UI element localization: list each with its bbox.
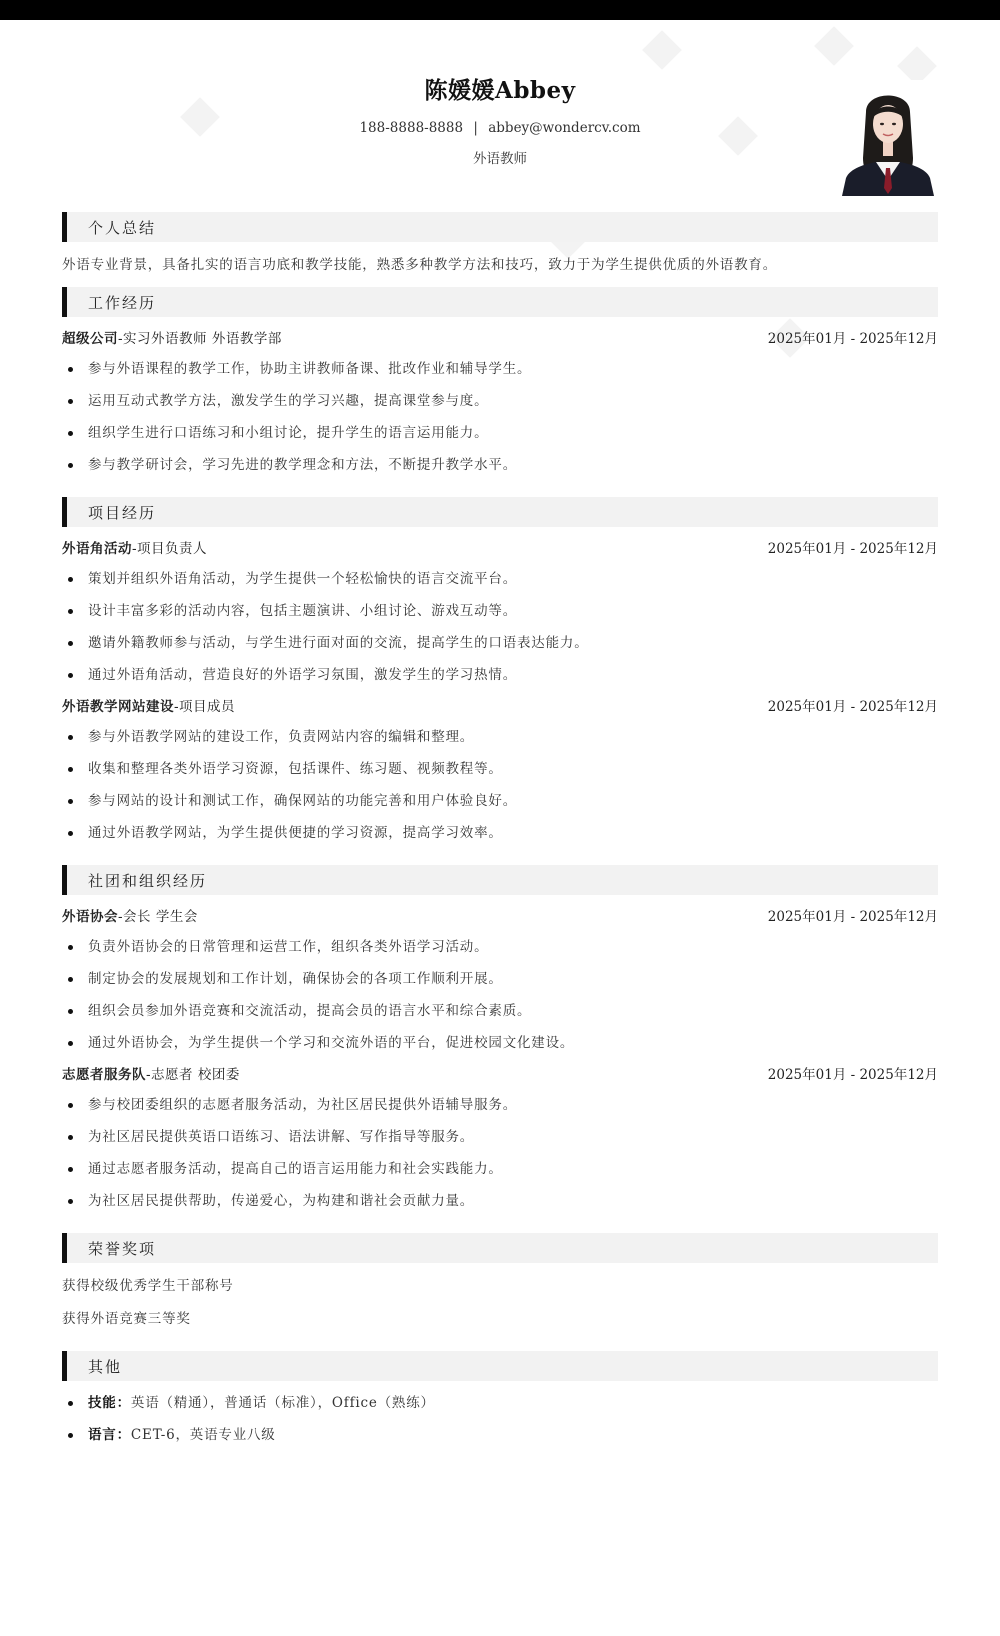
- entry-organization: 外语角活动: [62, 541, 132, 557]
- resume-header: [62, 20, 938, 200]
- contact-line: [62, 120, 938, 136]
- candidate-name: 陈媛媛Abbey: [424, 77, 576, 104]
- entry-organization: 外语教学网站建设: [62, 699, 174, 715]
- work-entry: [62, 327, 938, 475]
- resume-page: [62, 20, 938, 1445]
- contact-separator: |: [473, 120, 478, 136]
- project-entry: [62, 695, 938, 843]
- other-item-key: 语言：: [88, 1427, 131, 1443]
- list-item: 参与外语课程的教学工作，协助主讲教师备课、批改作业和辅导学生。: [62, 359, 938, 379]
- entry-role: -实习外语教师 外语教学部: [118, 331, 282, 347]
- project-entry: [62, 537, 938, 685]
- bullet-list: [62, 569, 938, 685]
- list-item: 运用互动式教学方法，激发学生的学习兴趣，提高课堂参与度。: [62, 391, 938, 411]
- list-item: 为社区居民提供帮助，传递爱心，为构建和谐社会贡献力量。: [62, 1191, 938, 1211]
- entry-role: -项目负责人: [132, 541, 208, 557]
- other-list: [62, 1393, 938, 1445]
- honor-item: 获得校级优秀学生干部称号: [62, 1278, 234, 1294]
- list-item: 设计丰富多彩的活动内容，包括主题演讲、小组讨论、游戏互动等。: [62, 601, 938, 621]
- list-item: 通过志愿者服务活动，提高自己的语言运用能力和社会实践能力。: [62, 1159, 938, 1179]
- entry-role: -志愿者 校团委: [146, 1067, 240, 1083]
- list-item: 为社区居民提供英语口语练习、语法讲解、写作指导等服务。: [62, 1127, 938, 1147]
- list-item: 邀请外籍教师参与活动，与学生进行面对面的交流，提高学生的口语表达能力。: [62, 633, 938, 653]
- entry-date: 2025年01月 - 2025年12月: [767, 699, 938, 715]
- list-item: 通过外语协会，为学生提供一个学习和交流外语的平台，促进校园文化建设。: [62, 1033, 938, 1053]
- other-item-value: 英语（精通），普通话（标准），Office（熟练）: [130, 1395, 435, 1411]
- section-title-other: 其他: [62, 1351, 938, 1381]
- list-item: 参与校团委组织的志愿者服务活动，为社区居民提供外语辅导服务。: [62, 1095, 938, 1115]
- list-item: 参与网站的设计和测试工作，确保网站的功能完善和用户体验良好。: [62, 791, 938, 811]
- section-title-honors: 荣誉奖项: [62, 1233, 938, 1263]
- email-address: abbey@wondercv.com: [488, 120, 641, 136]
- entry-role: -会长 学生会: [118, 909, 198, 925]
- bullet-list: [62, 359, 938, 475]
- profile-photo: [838, 80, 938, 196]
- list-item: 参与外语教学网站的建设工作，负责网站内容的编辑和整理。: [62, 727, 938, 747]
- list-item: 组织会员参加外语竞赛和交流活动，提高会员的语言水平和综合素质。: [62, 1001, 938, 1021]
- list-item: 收集和整理各类外语学习资源，包括课件、练习题、视频教程等。: [62, 759, 938, 779]
- club-entry: [62, 1063, 938, 1211]
- entry-date: 2025年01月 - 2025年12月: [767, 331, 938, 347]
- list-item: 负责外语协会的日常管理和运营工作，组织各类外语学习活动。: [62, 937, 938, 957]
- entry-organization: 外语协会: [62, 909, 118, 925]
- list-item: [62, 1393, 938, 1413]
- other-item-value: CET-6，英语专业八级: [130, 1427, 276, 1443]
- list-item: 通过外语角活动，营造良好的外语学习氛围，激发学生的学习热情。: [62, 665, 938, 685]
- portrait-illustration: [838, 80, 938, 196]
- list-item: 制定协会的发展规划和工作计划，确保协会的各项工作顺利开展。: [62, 969, 938, 989]
- entry-organization: 超级公司: [62, 331, 118, 347]
- summary-text: 外语专业背景，具备扎实的语言功底和教学技能，熟悉多种教学方法和技巧，致力于为学生提供优质的外语教育。: [62, 257, 777, 273]
- entry-date: 2025年01月 - 2025年12月: [767, 1067, 938, 1083]
- list-item: 组织学生进行口语练习和小组讨论，提升学生的语言运用能力。: [62, 423, 938, 443]
- section-title-work: 工作经历: [62, 287, 938, 317]
- honor-item: 获得外语竞赛三等奖: [62, 1311, 191, 1327]
- bullet-list: [62, 727, 938, 843]
- other-item-key: 技能：: [88, 1395, 131, 1411]
- bullet-list: [62, 1095, 938, 1211]
- entry-role: -项目成员: [174, 699, 236, 715]
- phone-number: 188-8888-8888: [359, 120, 464, 136]
- entry-organization: 志愿者服务队: [62, 1067, 146, 1083]
- bullet-list: [62, 937, 938, 1053]
- list-item: 通过外语教学网站，为学生提供便捷的学习资源，提高学习效率。: [62, 823, 938, 843]
- entry-date: 2025年01月 - 2025年12月: [767, 909, 938, 925]
- section-title-projects: 项目经历: [62, 497, 938, 527]
- entry-date: 2025年01月 - 2025年12月: [767, 541, 938, 557]
- list-item: [62, 1425, 938, 1445]
- list-item: 策划并组织外语角活动，为学生提供一个轻松愉快的语言交流平台。: [62, 569, 938, 589]
- club-entry: [62, 905, 938, 1053]
- list-item: 参与教学研讨会，学习先进的教学理念和方法，不断提升教学水平。: [62, 455, 938, 475]
- job-title: 外语教师: [473, 151, 527, 167]
- top-bar: [0, 0, 1000, 20]
- section-title-summary: 个人总结: [62, 212, 938, 242]
- section-title-clubs: 社团和组织经历: [62, 865, 938, 895]
